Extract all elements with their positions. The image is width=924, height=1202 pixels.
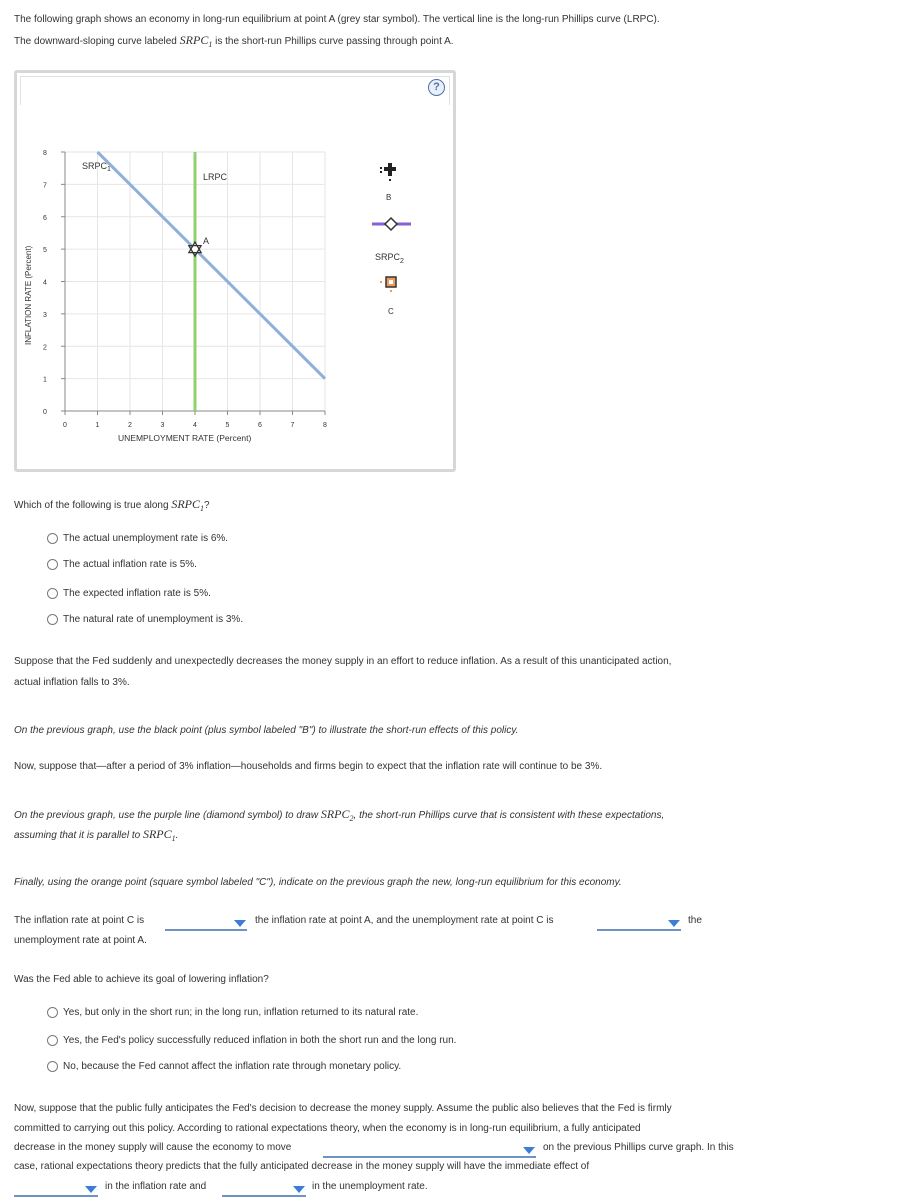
y-tick-label: 1 <box>43 376 47 384</box>
radio-button[interactable] <box>47 559 58 570</box>
x-tick-label: 3 <box>160 422 165 429</box>
y-tick-label: 8 <box>43 150 47 157</box>
point-b-plus-icon[interactable] <box>380 163 396 181</box>
dropdown-inflation-c[interactable] <box>165 919 247 931</box>
intro-line-2: The downward-sloping curve labeled $SRPC_1$ is the short-run Phillips curve passing through point A. <box>14 33 454 49</box>
y-tick-label: 6 <box>43 214 47 222</box>
srpc2-label: $SRPC_2$ <box>375 252 404 265</box>
chevron-down-icon <box>523 1147 535 1154</box>
q4-line-2: committed to carrying out this policy. According to rational expectations theory, when the economy is in long-run equilibrium, a fully anticipated <box>14 1123 641 1134</box>
srpc1-math: $SRPC_1$ <box>179 33 213 49</box>
q1-option-label: The actual inflation rate is 5%. <box>63 559 197 570</box>
point-a-label: A <box>203 236 210 247</box>
radio-button[interactable] <box>47 1007 58 1018</box>
suppose-2: Now, suppose that—after a period of 3% inflation—households and firms begin to expect that the inflation rate will continue to be 3%. <box>14 761 603 772</box>
phillips-curve-graph[interactable] <box>0 0 460 480</box>
q1-option-label: The natural rate of unemployment is 3%. <box>63 614 244 625</box>
chevron-down-icon <box>234 920 246 927</box>
suppose-1-line-2: actual inflation falls to 3%. <box>14 677 130 688</box>
q2-part-4: unemployment rate at point A. <box>14 935 147 946</box>
dropdown-unemployment-c[interactable] <box>597 919 681 931</box>
q1-option-label: The expected inflation rate is 5%. <box>63 588 211 599</box>
q3-option-label: Yes, but only in the short run; in the long run, inflation returned to its natural rate. <box>63 1007 419 1018</box>
suppose-1-line-1: Suppose that the Fed suddenly and unexpectedly decreases the money supply in an effort to reduce inflation. As a result of this unanticipated action, <box>14 656 672 667</box>
radio-button[interactable] <box>47 1035 58 1046</box>
q2-part-1: The inflation rate at point C is <box>14 915 145 926</box>
srpc1-line[interactable] <box>98 152 326 379</box>
y-tick-label: 7 <box>43 182 47 190</box>
q1-prompt: Which of the following is true along $SRPC_1$? <box>14 497 210 513</box>
radio-button[interactable] <box>47 588 58 599</box>
q2-part-3: the <box>688 915 702 926</box>
x-tick-label: 4 <box>193 422 197 429</box>
q4-line-5b: in the unemployment rate. <box>312 1181 428 1192</box>
y-tick-label: 3 <box>43 311 47 319</box>
instruction-srpc2-line-2: assuming that it is parallel to $SRPC_1$. <box>14 827 179 843</box>
dropdown-move[interactable] <box>323 1146 536 1158</box>
q3-prompt: Was the Fed able to achieve its goal of lowering inflation? <box>14 974 269 985</box>
instruction-point-b: On the previous graph, use the black point (plus symbol labeled "B") to illustrate the short-run effects of this policy. <box>14 725 519 736</box>
srpc1-label: $SRPC_1$ <box>82 161 111 173</box>
lrpc-label: LRPC <box>203 172 228 182</box>
chevron-down-icon <box>293 1186 305 1193</box>
srpc2-diamond-icon[interactable] <box>372 218 411 230</box>
radio-button[interactable] <box>47 614 58 625</box>
x-axis-label: UNEMPLOYMENT RATE (Percent) <box>118 433 252 443</box>
q4-line-3a: decrease in the money supply will cause the economy to move <box>14 1142 292 1153</box>
q3-option-label: No, because the Fed cannot affect the inflation rate through monetary policy. <box>63 1061 402 1072</box>
help-icon[interactable]: ? <box>428 79 445 96</box>
point-c-label: C <box>388 307 394 316</box>
q4-line-1: Now, suppose that the public fully anticipates the Fed's decision to decrease the money supply. Assume the public also believes that the Fed is firmly <box>14 1103 672 1114</box>
instruction-srpc2-line-1: On the previous graph, use the purple line (diamond symbol) to draw $SRPC_2$, the short-run Phillips curve that is consistent with these expectations, <box>14 807 665 823</box>
point-c-square-icon[interactable] <box>380 277 396 292</box>
x-tick-label: 8 <box>323 422 327 429</box>
radio-button[interactable] <box>47 1061 58 1072</box>
y-tick-label: 2 <box>43 344 47 352</box>
chevron-down-icon <box>668 920 680 927</box>
x-tick-label: 6 <box>258 422 262 429</box>
intro-line-1: The following graph shows an economy in long-run equilibrium at point A (grey star symbol). The vertical line is the long-run Phillips curve (LRPC). <box>14 14 660 25</box>
x-tick-label: 0 <box>63 422 67 429</box>
dropdown-unemployment-effect[interactable] <box>222 1185 306 1197</box>
x-tick-label: 5 <box>225 422 230 429</box>
y-axis-label: INFLATION RATE (Percent) <box>24 245 33 345</box>
x-tick-label: 2 <box>128 422 132 429</box>
dropdown-inflation-effect[interactable] <box>14 1185 98 1197</box>
q4-line-4: case, rational expectations theory predicts that the fully anticipated decrease in the money supply will have the immediate effect of <box>14 1161 590 1172</box>
q2-part-2: the inflation rate at point A, and the unemployment rate at point C is <box>255 915 554 926</box>
x-tick-label: 7 <box>290 422 295 429</box>
y-tick-label: 4 <box>43 279 47 287</box>
y-tick-label: 5 <box>43 247 47 255</box>
y-tick-label: 0 <box>43 409 47 416</box>
q4-line-3b: on the previous Phillips curve graph. In this <box>543 1142 734 1153</box>
point-b-label: B <box>386 193 392 202</box>
q3-option-label: Yes, the Fed's policy successfully reduced inflation in both the short run and the long run. <box>63 1035 457 1046</box>
instruction-point-c: Finally, using the orange point (square symbol labeled "C"), indicate on the previous graph the new, long-run equilibrium for this economy. <box>14 877 622 888</box>
x-tick-label: 1 <box>95 422 100 429</box>
chevron-down-icon <box>85 1186 97 1193</box>
q4-line-5a: in the inflation rate and <box>105 1181 207 1192</box>
radio-button[interactable] <box>47 533 58 544</box>
q1-option-label: The actual unemployment rate is 6%. <box>63 533 229 544</box>
